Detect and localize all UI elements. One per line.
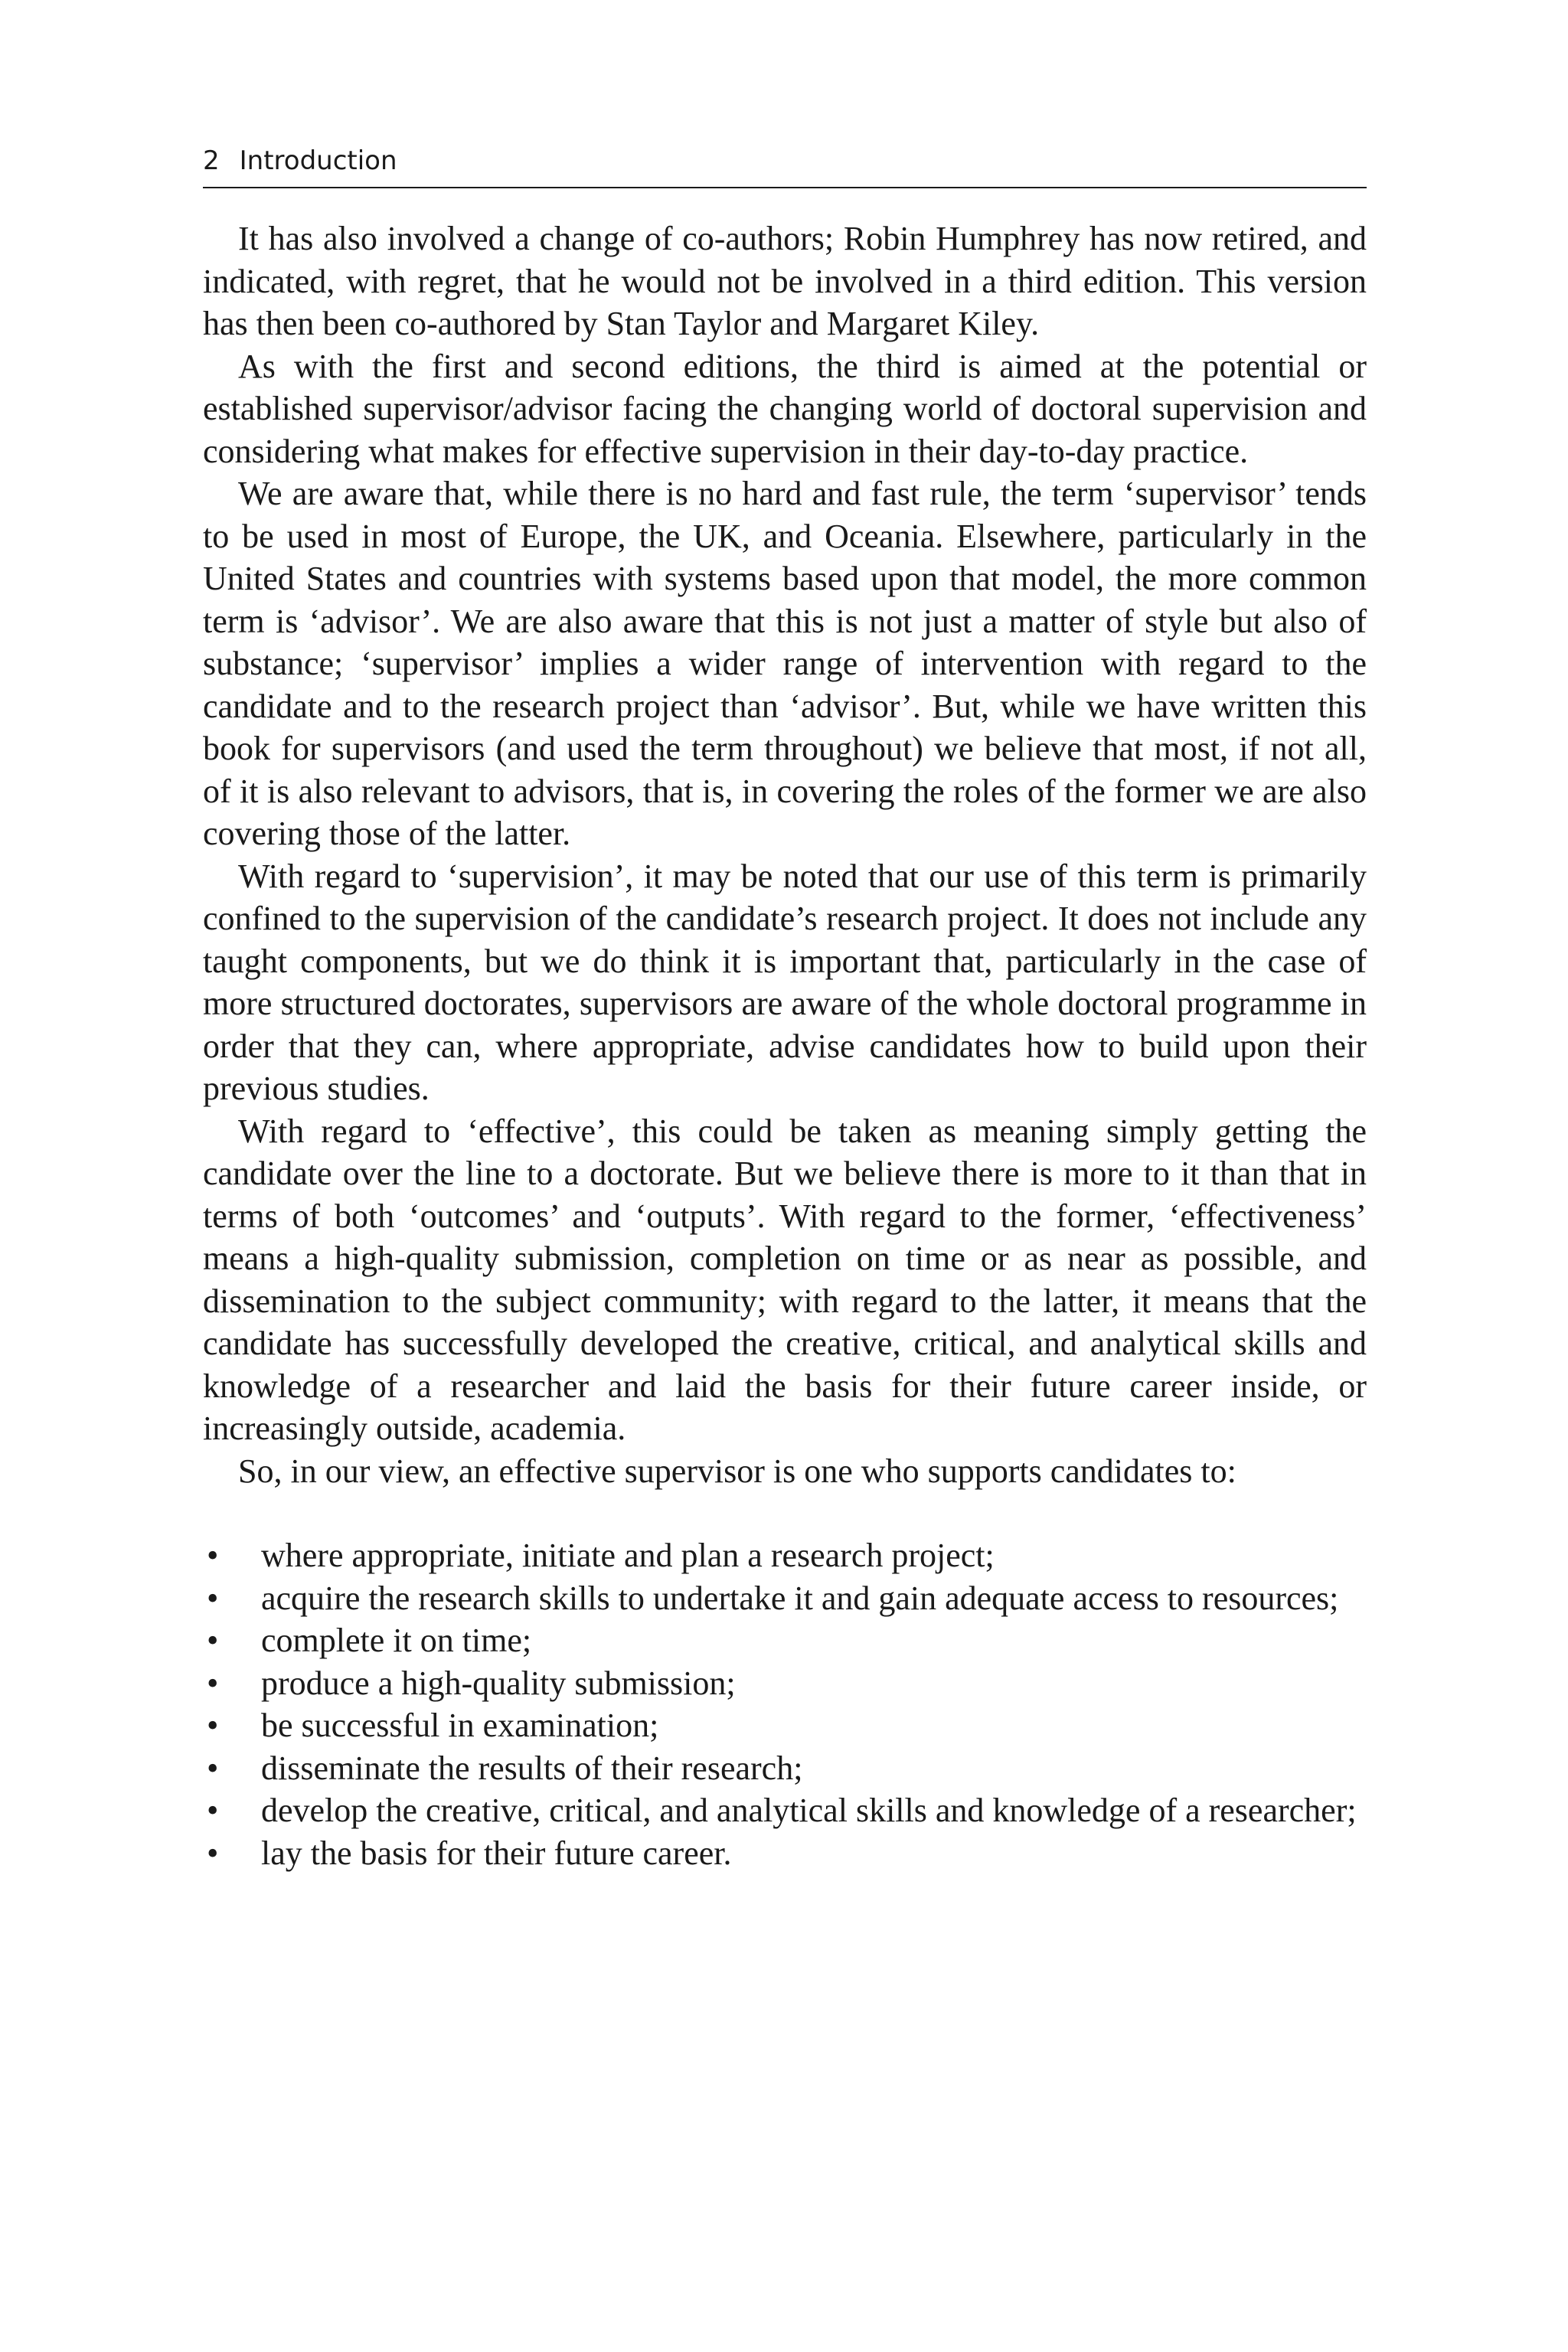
list-item — [203, 1662, 1367, 1705]
bullet-icon: • — [207, 1834, 219, 1872]
list-item — [203, 1789, 1367, 1832]
list-item-text: where appropriate, initiate and plan a research project; — [261, 1537, 995, 1574]
list-item-text: disseminate the results of their research; — [261, 1749, 803, 1787]
list-item — [203, 1534, 1367, 1577]
list-item — [203, 1747, 1367, 1790]
bullet-icon: • — [207, 1707, 219, 1744]
list-item-text: be successful in examination; — [261, 1707, 659, 1744]
paragraph-terminology: We are aware that, while there is no hard and fast rule, the term ‘supervisor’ tends to be used in most of Europe, the UK, and Oceania. Elsewhere, particularly in the United States and countries with systems based upon that model, the more common term is ‘advisor’. We are also aware that this is not just a matter of style but also of substance; ‘supervisor’ implies a wider range of intervention with regard to the candidate and to the research project than ‘advisor’. But, while we have written this book for supervisors (and used the term throughout) we believe that most, if not all, of it is also relevant to advisors, that is, in covering the roles of the former we are also covering those of the latter. — [203, 475, 1367, 852]
paragraph-coauthors: It has also involved a change of co-authors; Robin Humphrey has now retired, and indicated, with regret, that he would not be involved in a third edition. This version has then been co-authored by Stan Taylor and Margaret Kiley. — [203, 220, 1367, 342]
bullet-icon: • — [207, 1622, 219, 1659]
paragraph-effective: With regard to ‘effective’, this could be taken as meaning simply getting the candidate over the line to a doctorate. But we believe there is more to it than that in terms of both ‘outcomes’ and ‘outputs’. With regard to the former, ‘effectiveness’ means a high-quality submission, completion on time or as near as possible, and dissemination to the subject community; with regard to the latter, it means that the candidate has successfully developed the creative, critical, and analytical skills and knowledge of a researcher and laid the basis for their future career inside, or increasingly outside, academia. — [203, 1112, 1367, 1447]
page-number: 2 — [203, 145, 220, 176]
body-text — [203, 217, 1367, 1874]
book-page — [203, 145, 1367, 1874]
list-item-text: develop the creative, critical, and analytical skills and knowledge of a researcher; — [261, 1792, 1357, 1829]
bullet-icon: • — [207, 1579, 219, 1617]
list-item — [203, 1832, 1367, 1875]
bullet-icon: • — [207, 1537, 219, 1574]
paragraph-audience: As with the first and second editions, the third is aimed at the potential or established supervisor/advisor facing the changing world of doctoral supervision and considering what makes for effective supervision in their day-to-day practice. — [203, 347, 1367, 470]
list-item-text: complete it on time; — [261, 1622, 532, 1659]
bullet-icon: • — [207, 1749, 219, 1787]
list-item — [203, 1577, 1367, 1620]
section-title: Introduction — [239, 145, 397, 176]
bullet-list — [203, 1534, 1367, 1874]
list-item — [203, 1619, 1367, 1662]
bullet-icon: • — [207, 1664, 219, 1702]
list-item — [203, 1704, 1367, 1747]
list-item-text: acquire the research skills to undertake it and gain adequate access to resources; — [261, 1579, 1339, 1617]
bullet-icon: • — [207, 1792, 219, 1829]
list-item-text: produce a high-quality submission; — [261, 1664, 736, 1702]
running-head — [203, 145, 1367, 188]
paragraph-supervision: With regard to ‘supervision’, it may be noted that our use of this term is primarily confined to the supervision of the candidate’s research project. It does not include any taught components, but we do think it is important that, particularly in the case of more structured doctorates, supervisors are aware of the whole doctoral programme in order that they can, where appropriate, advise candidates how to build upon their previous studies. — [203, 857, 1367, 1107]
list-item-text: lay the basis for their future career. — [261, 1834, 732, 1872]
paragraph-list-intro: So, in our view, an effective supervisor is one who supports candidates to: — [238, 1452, 1236, 1490]
